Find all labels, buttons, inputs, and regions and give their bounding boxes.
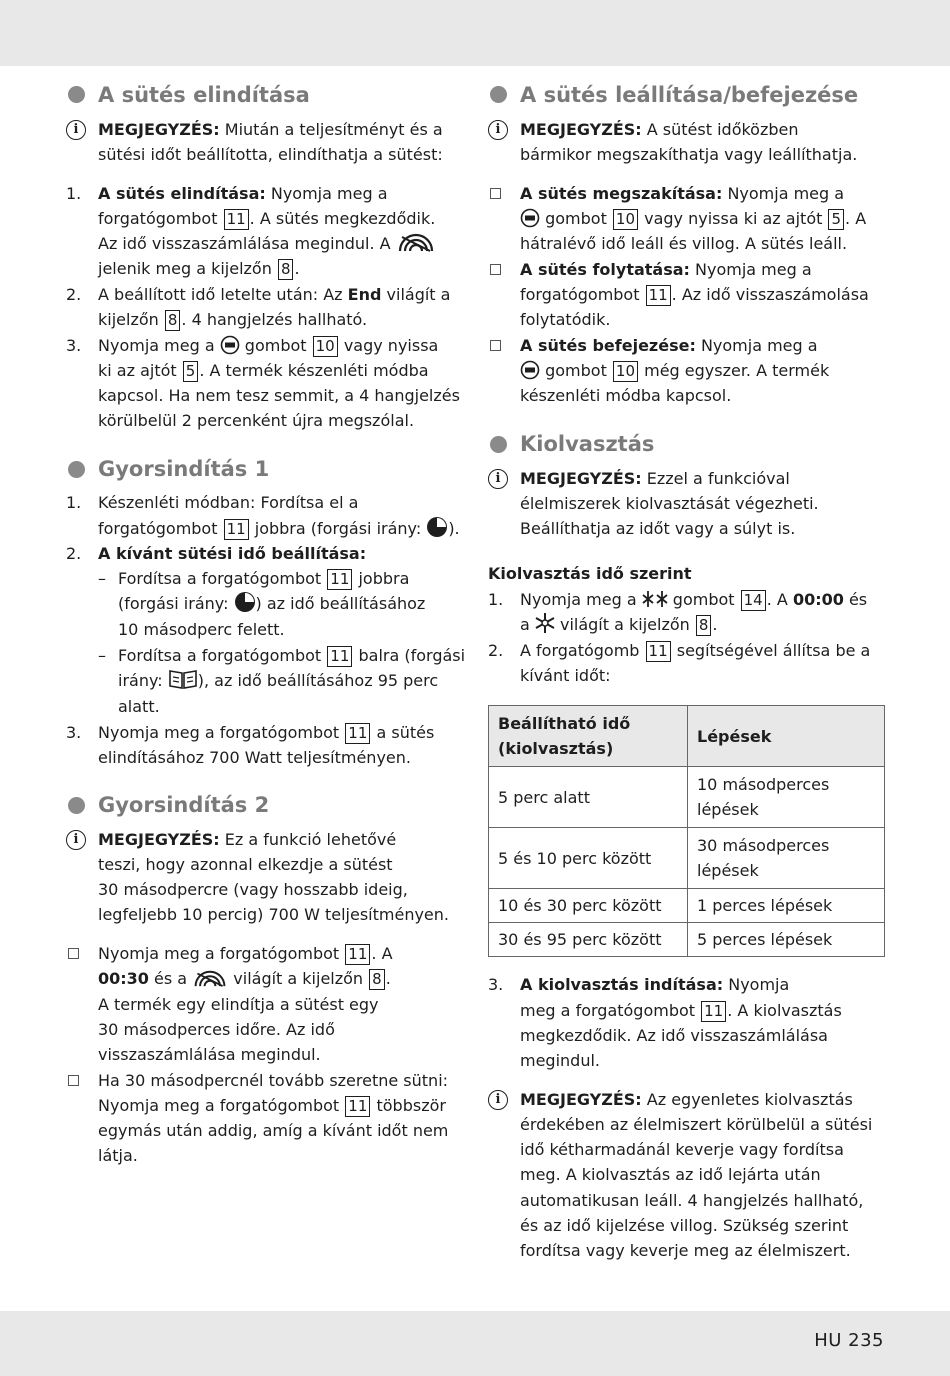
dash-marker: – — [98, 569, 106, 588]
list-item-stop: Nyomja meg a gombot 10 vagy nyissa — [98, 336, 439, 355]
heading-defrost: Kiolvasztás — [520, 432, 655, 456]
table-row — [489, 828, 885, 889]
info-icon: i — [488, 120, 508, 140]
checkbox-bullet-icon — [490, 264, 501, 275]
info-icon: i — [66, 120, 86, 140]
ref-box: 11 — [224, 209, 249, 230]
table-cell: 10 és 30 perc között — [489, 889, 688, 923]
microwave-waves-icon — [396, 231, 436, 253]
note-line: érdekében az élelmiszert körülbelül a sütési — [520, 1115, 873, 1134]
list-item: A forgatógomb 11 segítségével állítsa be a — [520, 641, 871, 660]
note-line: automatikusan leáll. 4 hangjelzés hallható, — [520, 1191, 864, 1210]
dash-marker: – — [98, 646, 106, 665]
subheading-defrost-by-time: Kiolvasztás idő szerint — [488, 564, 692, 583]
ref-box: 11 — [224, 519, 249, 540]
ref-box: 8 — [696, 615, 712, 636]
list-line: forgatógombot 11 . A sütés megkezdődik. — [98, 209, 436, 228]
bullet-item-finish: A sütés befejezése: Nyomja meg a — [520, 336, 818, 355]
note-start-cooking: MEGJEGYZÉS: Miután a teljesítményt és a — [98, 120, 443, 139]
list-line: kijelzőn 8 . 4 hangjelzés hallható. — [98, 310, 368, 329]
list-line: a világít a kijelzőn 8 . — [520, 612, 718, 637]
note-line: sütési időt beállította, elindíthatja a sütést: — [98, 145, 443, 164]
list-line: forgatógombot 11 jobbra (forgási irány: ). — [98, 516, 460, 541]
snowflake-icon — [535, 612, 555, 634]
ref-box: 10 — [613, 361, 638, 382]
list-number: 1. — [488, 590, 504, 609]
list-line: elindításához 700 Watt teljesítményen. — [98, 748, 411, 767]
bullet-item-resume: A sütés folytatása: Nyomja meg a — [520, 260, 812, 279]
list-line: megkezdődik. Az idő visszaszámlálása — [520, 1026, 828, 1045]
bullet-line: Nyomja meg a forgatógombot 11 többször — [98, 1096, 446, 1115]
note-line: teszi, hogy azonnal elkezdje a sütést — [98, 855, 393, 874]
ref-box: 10 — [313, 336, 338, 357]
note-line: idő kétharmadánál keverje vagy fordítsa — [520, 1140, 844, 1159]
info-icon: i — [488, 469, 508, 489]
ref-box: 11 — [327, 569, 352, 590]
list-number: 1. — [66, 493, 82, 512]
stop-button-icon — [520, 208, 540, 228]
list-line: körülbelül 2 percenként újra megszólal. — [98, 411, 415, 430]
bullet-item: Nyomja meg a forgatógombot 11 . A — [98, 944, 393, 963]
book-direction-icon — [168, 668, 198, 690]
list-number: 3. — [66, 723, 82, 742]
ref-box: 11 — [345, 944, 370, 965]
checkbox-bullet-icon — [68, 1075, 79, 1086]
note-defrost-tip: MEGJEGYZÉS: Az egyenletes kiolvasztás — [520, 1090, 853, 1109]
section-bullet-icon — [68, 461, 85, 478]
list-number: 2. — [66, 285, 82, 304]
ref-box: 14 — [741, 590, 766, 611]
clockwise-direction-icon — [426, 516, 448, 538]
list-item: Nyomja meg a gombot 14 . A 00:00 és — [520, 590, 868, 609]
list-line: kívánt időt: — [520, 666, 611, 685]
section-bullet-icon — [68, 86, 85, 103]
note-line: és az idő kijelzése villog. Szükség szerint — [520, 1216, 849, 1235]
ref-box: 5 — [828, 209, 844, 230]
stop-button-icon — [220, 335, 240, 355]
note-line: legfeljebb 10 percig) 700 W teljesítményen. — [98, 905, 449, 924]
defrost-icon — [642, 589, 668, 609]
ref-box: 11 — [701, 1001, 726, 1022]
bullet-item: Ha 30 másodpercnél tovább szeretne sütni: — [98, 1071, 449, 1090]
bullet-line: készenléti módba kapcsol. — [520, 386, 732, 405]
list-number: 3. — [66, 336, 82, 355]
clockwise-direction-icon — [234, 591, 256, 613]
heading-stop-cooking: A sütés leállítása/befejezése — [520, 83, 859, 107]
table-cell: 30 másodperces lépések — [688, 828, 885, 889]
page-number: HU 235 — [814, 1330, 884, 1351]
note-line: meg. A kiolvasztás az idő lejárta után — [520, 1165, 821, 1184]
microwave-waves-icon — [192, 968, 228, 988]
dash-line: (forgási irány: ) az idő beállításához — [118, 591, 425, 616]
bullet-line: egymás után addig, amíg a kívánt időt nem — [98, 1121, 449, 1140]
note-line: Beállíthatja az időt vagy a súlyt is. — [520, 519, 796, 538]
list-item: Nyomja meg a forgatógombot 11 a sütés — [98, 723, 435, 742]
note-line: bármikor megszakíthatja vagy leállíthatja. — [520, 145, 858, 164]
bullet-line: gombot 10 vagy nyissa ki az ajtót 5 . A — [520, 206, 866, 231]
info-icon: i — [488, 1090, 508, 1110]
bullet-line: 30 másodperces időre. Az idő — [98, 1020, 335, 1039]
list-line: Az idő visszaszámlálása megindul. A — [98, 231, 436, 256]
ref-box: 11 — [345, 1096, 370, 1117]
bullet-line: forgatógombot 11 . Az idő visszaszámolása — [520, 285, 869, 304]
section-bullet-icon — [490, 436, 507, 453]
checkbox-bullet-icon — [490, 188, 501, 199]
list-line: meg a forgatógombot 11 . A kiolvasztás — [520, 1001, 842, 1020]
bullet-line: 00:30 és a világít a kijelzőn 8 . — [98, 969, 391, 988]
list-line: kapcsol. Ha nem tesz semmit, a 4 hangjelzés — [98, 386, 460, 405]
list-line: megindul. — [520, 1051, 600, 1070]
checkbox-bullet-icon — [490, 340, 501, 351]
list-item-set-time: A kívánt sütési idő beállítása: — [98, 544, 367, 563]
table-header-cell: Beállítható idő (kiolvasztás) — [489, 706, 688, 767]
footer-band — [0, 1311, 950, 1376]
dash-item: Fordítsa a forgatógombot 11 jobbra — [118, 569, 410, 588]
bullet-line: folytatódik. — [520, 310, 611, 329]
list-line: ki az ajtót 5 . A termék készenléti módba — [98, 361, 429, 380]
list-item-start: A sütés elindítása: Nyomja meg a — [98, 184, 388, 203]
table-cell: 1 perces lépések — [688, 889, 885, 923]
note-line: fordítsa vagy keverje meg az élelmiszert. — [520, 1241, 851, 1260]
dash-item: Fordítsa a forgatógombot 11 balra (forgási — [118, 646, 466, 665]
section-bullet-icon — [490, 86, 507, 103]
heading-start-cooking: A sütés elindítása — [98, 83, 310, 107]
list-number: 2. — [488, 641, 504, 660]
ref-box: 11 — [345, 723, 370, 744]
list-number: 3. — [488, 975, 504, 994]
bullet-line: visszaszámlálása megindul. — [98, 1045, 321, 1064]
note-defrost: MEGJEGYZÉS: Ezzel a funkcióval — [520, 469, 790, 488]
ref-box: 8 — [278, 259, 294, 280]
ref-box: 8 — [165, 310, 181, 331]
list-line: jelenik meg a kijelzőn 8 . — [98, 259, 300, 278]
table-cell: 5 perces lépések — [688, 923, 885, 957]
defrost-steps-table — [488, 705, 885, 957]
dash-line: alatt. — [118, 697, 160, 716]
ref-box: 11 — [327, 646, 352, 667]
table-header-row — [489, 706, 885, 767]
ref-box: 8 — [369, 969, 385, 990]
dash-line: irány: ), az idő beállításához 95 perc — [118, 668, 438, 693]
ref-box: 10 — [613, 209, 638, 230]
section-bullet-icon — [68, 797, 85, 814]
note-quickstart-2: MEGJEGYZÉS: Ez a funkció lehetővé — [98, 830, 397, 849]
bullet-line: hátralévő idő leáll és villog. A sütés leáll. — [520, 234, 848, 253]
list-item-start-defrost: A kiolvasztás indítása: Nyomja — [520, 975, 790, 994]
bullet-item-pause: A sütés megszakítása: Nyomja meg a — [520, 184, 845, 203]
ref-box: 11 — [646, 641, 671, 662]
table-header-cell: Lépések — [688, 706, 885, 767]
list-number: 2. — [66, 544, 82, 563]
table-cell: 5 és 10 perc között — [489, 828, 688, 889]
stop-button-icon — [520, 360, 540, 380]
list-item-end: A beállított idő letelte után: Az End világít a — [98, 285, 451, 304]
bullet-line: gombot 10 még egyszer. A termék — [520, 358, 829, 383]
note-stop-cooking: MEGJEGYZÉS: A sütést időközben — [520, 120, 799, 139]
table-cell: 30 és 95 perc között — [489, 923, 688, 957]
note-line: élelmiszerek kiolvasztását végezheti. — [520, 494, 819, 513]
note-line: 30 másodpercre (vagy hosszabb ideig, — [98, 880, 408, 899]
table-row — [489, 923, 885, 957]
bullet-line: látja. — [98, 1146, 138, 1165]
ref-box: 11 — [646, 285, 671, 306]
heading-quickstart-1: Gyorsindítás 1 — [98, 457, 270, 481]
header-band — [0, 0, 950, 66]
ref-box: 5 — [183, 361, 199, 382]
table-row — [489, 889, 885, 923]
table-cell: 5 perc alatt — [489, 767, 688, 828]
dash-line: 10 másodperc felett. — [118, 620, 285, 639]
table-cell: 10 másodperces lépések — [688, 767, 885, 828]
heading-quickstart-2: Gyorsindítás 2 — [98, 793, 270, 817]
list-number: 1. — [66, 184, 82, 203]
list-item: Készenléti módban: Fordítsa el a — [98, 493, 359, 512]
info-icon: i — [66, 830, 86, 850]
table-row — [489, 767, 885, 828]
checkbox-bullet-icon — [68, 948, 79, 959]
bullet-line: A termék egy elindítja a sütést egy — [98, 995, 379, 1014]
